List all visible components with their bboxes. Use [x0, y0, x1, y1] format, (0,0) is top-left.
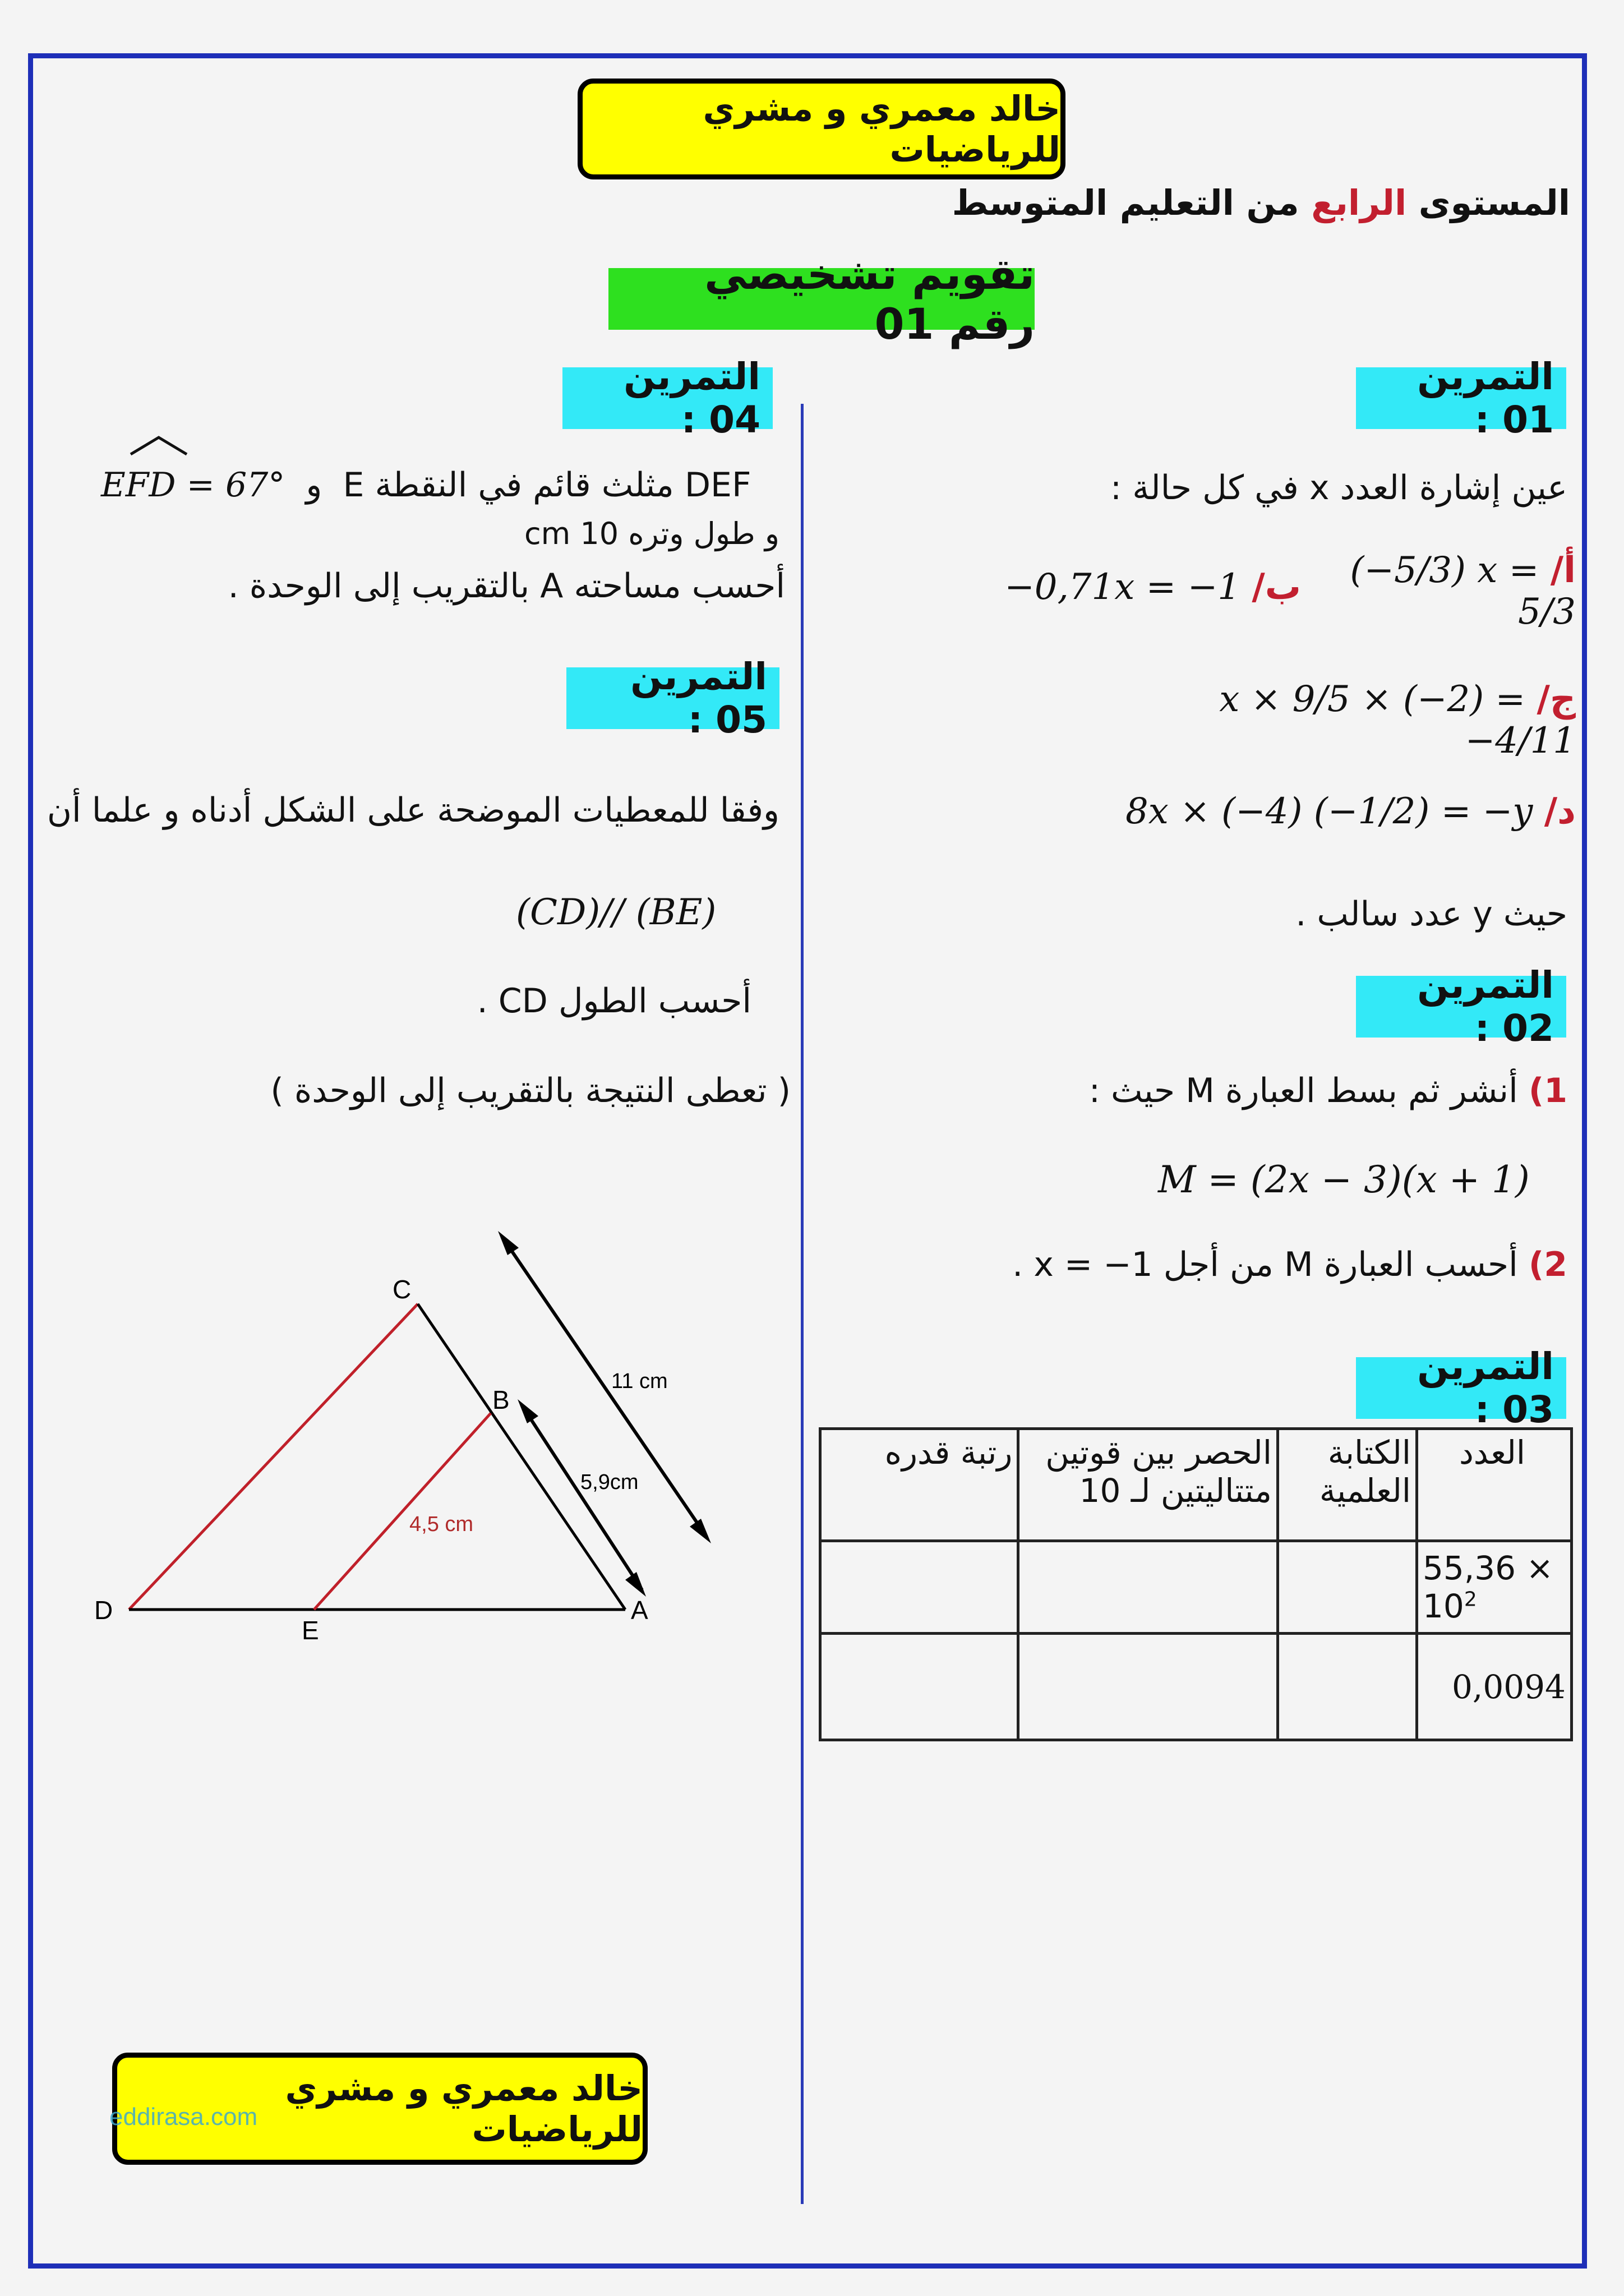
label-5-9cm: 5,9cm [580, 1470, 639, 1494]
ex02-q2-num: 2) [1528, 1245, 1567, 1284]
level-prefix: المستوى [1406, 182, 1570, 223]
segment-EB [314, 1413, 491, 1610]
ex03-header-bounds: الحصر بين قوتين متتاليتين لـ 10 [1018, 1429, 1278, 1541]
label-C: C [393, 1275, 412, 1304]
level-highlight: الرابع [1311, 182, 1407, 223]
ex03-header-order: رتبة قدره [820, 1429, 1018, 1541]
ex04-connector: و [306, 465, 322, 505]
ex01-a-expr: (−5/3) x = 5/3 [1350, 550, 1576, 633]
ex03-r2-number: 0,0094 [1417, 1634, 1572, 1740]
ex02-expression: M = (2x − 3)(x + 1) [1158, 1158, 1530, 1201]
arrowhead-11cm-bottom [690, 1519, 711, 1543]
ex02-q1-text: أنشر ثم بسط العبارة M حيث : [1088, 1071, 1518, 1110]
ex05-title-text: التمرين 05 : [630, 655, 767, 741]
ex01-title-text: التمرين 01 : [1417, 355, 1554, 441]
ex05-line1: وفقا للمعطيات الموضحة على الشكل أدناه و علما أن [47, 791, 779, 830]
ex01-b-expr: −0,71x = −1 [1004, 566, 1240, 608]
ex05-parallel: (CD)// (BE) [516, 892, 717, 933]
ex04-line1-text: DEF مثلث قائم في النقطة E [343, 465, 751, 505]
arrowhead-5-9cm-bottom [625, 1572, 646, 1597]
ex05-line3: أحسب الطول CD . [477, 981, 751, 1021]
ex01-note: حيث y عدد سالب . [1295, 895, 1567, 934]
ex05-line4: ( تعطى النتيجة بالتقريب إلى الوحدة ) [270, 1071, 791, 1110]
ex01-c-expr: x × 9/5 × (−2) = −4/11 [1219, 679, 1576, 762]
label-D: D [94, 1596, 113, 1625]
ex03-r1-number-text: 55,36 × 10 [1423, 1549, 1554, 1625]
page-title-text: تقويم تشخيصي رقم 01 [704, 249, 1035, 349]
segment-DC [129, 1304, 418, 1610]
ex01-b-label: ب/ [1252, 566, 1301, 608]
ex03-r1-exponent: 2 [1464, 1588, 1477, 1611]
author-footer-text: خالد معمري و مشري للرياضيات [285, 2068, 643, 2150]
author-header-text: خالد معمري و مشري للرياضيات [703, 88, 1060, 170]
watermark-text: eddirasa.com [109, 2103, 258, 2131]
ex01-c-label: ج/ [1537, 679, 1576, 720]
arrowhead-5-9cm-top [518, 1399, 538, 1423]
label-A: A [631, 1596, 648, 1625]
ex02-q1-num: 1) [1528, 1071, 1567, 1110]
ex04-angle: EFD = 67° [101, 465, 285, 505]
ex01-prompt: عين إشارة العدد x في كل حالة : [1110, 468, 1567, 508]
arrow-5-9cm [522, 1405, 642, 1590]
ex03-title-text: التمرين 03 : [1417, 1345, 1554, 1431]
arrowhead-11cm-top [498, 1231, 519, 1255]
label-B: B [492, 1385, 510, 1414]
ex02-title-text: التمرين 02 : [1417, 963, 1554, 1050]
segment-CA [418, 1304, 625, 1610]
label-11cm: 11 cm [611, 1370, 668, 1393]
label-E: E [302, 1616, 319, 1645]
ex01-d-expr: 8x × (−4) (−1/2) = −y [1125, 791, 1533, 832]
ex03-header-number: العدد [1417, 1429, 1572, 1541]
level-suffix: من التعليم المتوسط [952, 182, 1312, 223]
label-4-5cm: 4,5 cm [409, 1513, 474, 1536]
ex02-q2-text: أحسب العبارة M من أجل x = −1 . [1012, 1245, 1518, 1284]
ex01-d-label: د/ [1544, 791, 1576, 832]
ex03-header-scientific: الكتابة العلمية [1277, 1429, 1417, 1541]
ex04-title-text: التمرين 04 : [624, 355, 760, 441]
ex04-line3: أحسب مساحته A بالتقريب إلى الوحدة . [228, 566, 785, 606]
ex01-a-label: أ/ [1550, 550, 1576, 591]
ex04-line2: و طول وتره 10 cm [524, 516, 779, 551]
